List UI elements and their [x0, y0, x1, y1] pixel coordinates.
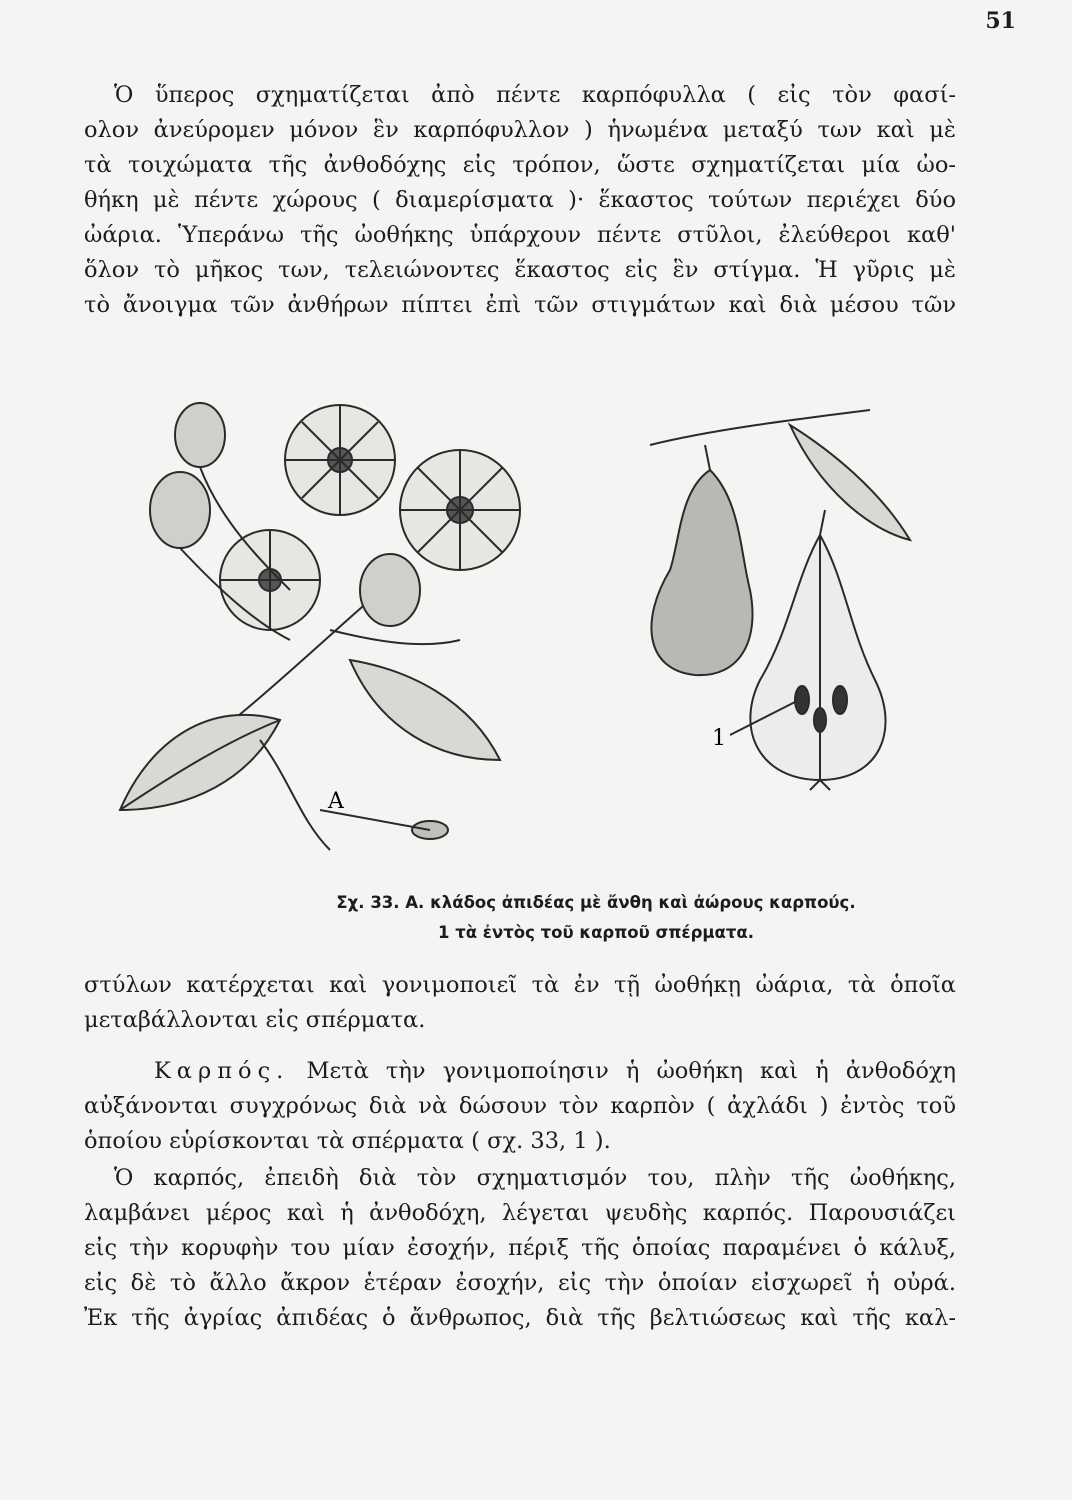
seed-icon [833, 686, 847, 714]
text-line: ολον ἀνεύρομεν μόνον ἓν καρπόφυλλον ) ἡνωμένα μεταξύ των καὶ μὲ [84, 117, 956, 143]
text-line: ὁποίου εὑρίσκονται τὰ σπέρματα ( σχ. 33, 1 ). [84, 1128, 611, 1154]
figure-label-a: Α [328, 789, 344, 814]
bud-icon [150, 472, 210, 548]
paragraph-styles [84, 968, 956, 1038]
text-line: ὅλον τὸ μῆκος των, τελειώνοντες ἕκαστος εἰς ἓν στίγμα. Ἡ γῦρις μὲ [84, 257, 956, 283]
flower-icon [285, 405, 395, 515]
text-fragment: Μετὰ τὴν γονιμοποίησιν ἡ ὠοθήκη καὶ ἡ ἀνθοδόχη [289, 1058, 956, 1084]
text-line: τὸ ἄνοιγμα τῶν ἀνθήρων πίπτει ἐπὶ τῶν στιγμάτων καὶ διὰ μέσου τῶν [84, 292, 956, 318]
whole-pear-icon [650, 410, 910, 675]
paragraph-ovary [84, 78, 956, 323]
page-number: 51 [985, 8, 1016, 34]
text-line: στύλων κατέρχεται καὶ γονιμοποιεῖ τὰ ἐν τῇ ὠοθήκῃ ὠάρια, τὰ ὁποῖα [84, 972, 956, 998]
text-line: εἰς δὲ τὸ ἄλλο ἄκρον ἑτέραν ἐσοχήν, εἰς τὴν ὁποίαν εἰσχωρεῖ ἡ οὐρά. [84, 1270, 956, 1296]
pear-branch-illustration [90, 340, 970, 900]
text-line: Ὁ ὕπερος σχηματίζεται ἀπὸ πέντε καρπόφυλλα ( εἰς τὸν φασί- [114, 82, 956, 108]
text-line [84, 1054, 956, 1089]
figure-caption-line-1: Σχ. 33. Α. κλάδος ἀπιδέας μὲ ἄνθη καὶ ἀώρους καρπούς. [336, 893, 856, 912]
bud-icon [175, 403, 225, 467]
cut-pear-icon [730, 510, 886, 790]
seed-icon [814, 708, 826, 732]
bud-icon [360, 554, 420, 626]
flower-icon [400, 450, 520, 570]
text-line: Ὁ καρπός, ἐπειδὴ διὰ τὸν σχηματισμόν του, πλὴν τῆς ὠοθήκης, [114, 1165, 956, 1191]
text-line: εἰς τὴν κορυφὴν του μίαν ἐσοχήν, πέριξ τῆς ὁποίας παραμένει ὁ κάλυξ, [84, 1235, 956, 1261]
section-heading: Καρπός. [154, 1058, 290, 1084]
text-line: λαμβάνει μέρος καὶ ἡ ἀνθοδόχη, λέγεται ψευδὴς καρπός. Παρουσιάζει [84, 1200, 956, 1226]
figure-caption-line-2: 1 τὰ ἐντὸς τοῦ καρποῦ σπέρματα. [437, 923, 755, 942]
text-line: αὐξάνονται συγχρόνως διὰ νὰ δώσουν τὸν καρπὸν ( ἀχλάδι ) ἐντὸς τοῦ [84, 1093, 956, 1119]
flower-icon [220, 530, 320, 630]
text-line: τὰ τοιχώματα τῆς ἀνθοδόχης εἰς τρόπον, ὥστε σχηματίζεται μία ὠο- [84, 152, 956, 178]
paragraph-false-fruit [84, 1161, 956, 1336]
paragraph-fruit [84, 1054, 956, 1159]
text-line: μεταβάλλονται εἰς σπέρματα. [84, 1007, 426, 1033]
seed-icon [795, 686, 809, 714]
text-line: ὠάρια. Ὑπεράνω τῆς ὠοθήκης ὑπάρχουν πέντε στῦλοι, ἐλεύθεροι καθ' [84, 222, 956, 248]
figure-label-1: 1 [712, 726, 726, 751]
text-line: θήκη μὲ πέντε χώρους ( διαμερίσματα )· ἕκαστος τούτων περιέχει δύο [84, 187, 956, 213]
text-line: Ἐκ τῆς ἀγρίας ἀπιδέας ὁ ἄνθρωπος, διὰ τῆς βελτιώσεως καὶ τῆς καλ- [84, 1305, 956, 1331]
